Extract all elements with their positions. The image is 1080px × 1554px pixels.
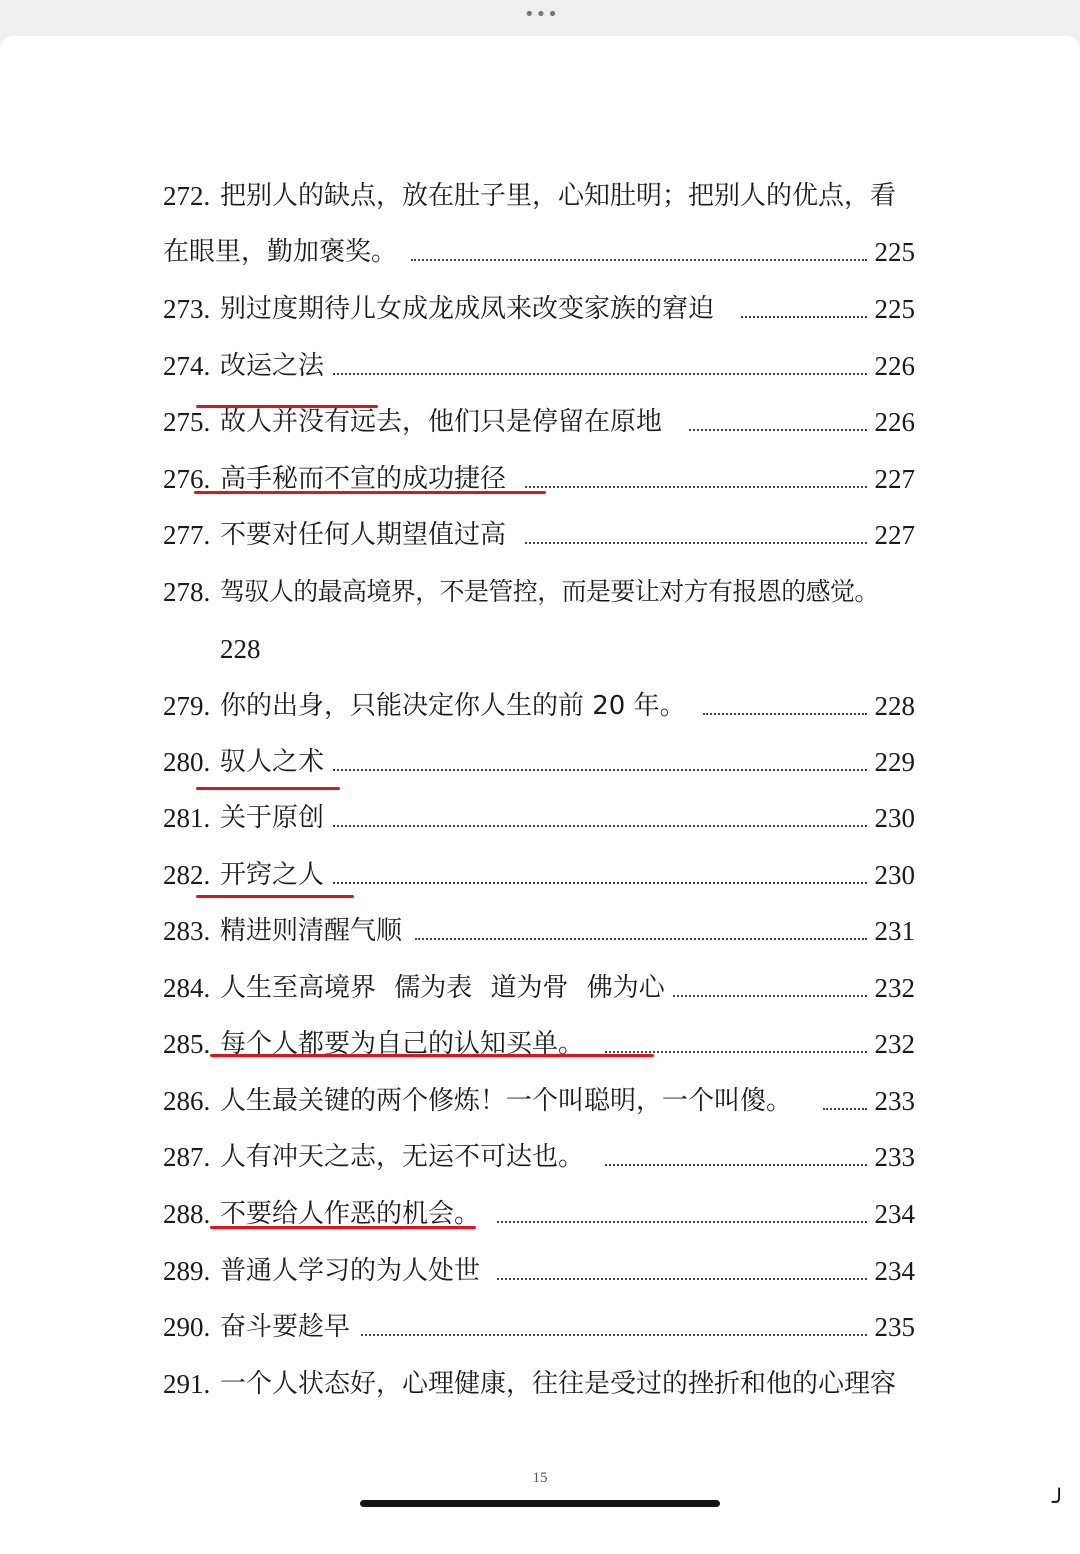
dot-leader [525,486,867,488]
entry-number: 275. [163,407,211,437]
home-indicator[interactable] [360,1500,720,1507]
toc-entry-290[interactable] [163,1307,915,1347]
entry-page: 235 [874,1312,915,1342]
dot-leader [605,1051,867,1053]
entry-number: 283. [163,916,211,946]
toc-entry-287[interactable] [163,1137,915,1177]
dot-leader [673,995,867,997]
entry-title: 普通人学习的为人处世 [220,1256,481,1286]
entry-title: 奋斗要趁早 [220,1312,351,1342]
toc-entry-289[interactable] [163,1251,915,1291]
red-underline-annotation [210,1226,476,1229]
toc-entry-282[interactable] [163,855,915,895]
toc-entry-285[interactable] [163,1024,915,1064]
top-bar [0,0,1080,36]
entry-number: 286. [163,1086,211,1116]
entry-page: 231 [874,916,915,946]
entry-page: 234 [874,1256,915,1286]
entry-page: 227 [874,464,915,494]
dot-leader [333,825,867,827]
entry-title: 改运之法 [220,351,325,381]
toc-entry-272[interactable] [163,176,915,216]
toc-entry-280[interactable] [163,742,915,782]
toc-entry-284[interactable] [163,968,915,1008]
dot-leader [497,1221,867,1223]
entry-title: 人生最关键的两个修炼！一个叫聪明，一个叫傻。 [220,1086,793,1116]
entry-title: 不要对任何人期望值过高 [220,520,507,550]
entry-title: 你的出身，只能决定你人生的前 20 年。 [220,691,686,721]
entry-number: 284. [163,973,211,1003]
entry-page: 225 [874,237,915,267]
dot-leader [497,1278,867,1280]
toc-entry-278[interactable] [163,572,915,612]
entry-title: 别过度期待儿女成龙成凤来改变家族的窘迫 [220,294,715,324]
dot-leader [333,882,867,884]
entry-title: 开窍之人 [220,860,325,890]
entry-title-continuation: 在眼里，勤加褒奖。 [163,237,398,267]
entry-number: 280. [163,747,211,777]
entry-number: 290. [163,1312,211,1342]
entry-number: 273. [163,294,211,324]
entry-number: 285. [163,1029,211,1059]
dot-leader [333,769,867,771]
entry-title: 每个人都要为自己的认知买单。 [220,1029,585,1059]
dot-leader [333,373,867,375]
toc-entry-273[interactable] [163,289,915,329]
entry-page: 228 [220,634,261,664]
entry-page: 228 [874,691,915,721]
more-horizontal-icon[interactable]: ••• [524,4,559,25]
dot-leader [605,1164,867,1166]
entry-number: 291. [163,1369,211,1399]
entry-page: 233 [874,1086,915,1116]
entry-page: 230 [874,803,915,833]
entry-title: 人有冲天之志，无运不可达也。 [220,1142,585,1172]
entry-number: 272. [163,181,211,211]
red-underline-annotation [210,1054,654,1057]
toc-entry-274[interactable] [163,346,915,386]
entry-number: 282. [163,860,211,890]
page-number: 15 [532,1470,548,1486]
entry-title: 高手秘而不宣的成功捷径 [220,464,507,494]
toc-entry-272-continued[interactable] [163,232,915,272]
entry-title: 驭人之术 [220,747,325,777]
entry-number: 289. [163,1256,211,1286]
toc-entry-286[interactable] [163,1081,915,1121]
document-page[interactable] [0,36,1080,1554]
toc-entry-291[interactable] [163,1364,915,1404]
entry-number: 279. [163,691,211,721]
entry-page: 229 [874,747,915,777]
toc-entry-275[interactable] [163,402,915,442]
entry-title: 一个人状态好，心理健康，往往是受过的挫折和他的心理容 [220,1369,897,1399]
entry-number: 287. [163,1142,211,1172]
dot-leader [411,259,867,261]
entry-title: 不要给人作恶的机会。 [220,1199,481,1229]
entry-number: 288. [163,1199,211,1229]
entry-number: 274. [163,351,211,381]
entry-number: 278. [163,577,211,607]
entry-page: 226 [874,351,915,381]
dot-leader [741,316,867,318]
dot-leader [415,938,867,940]
red-underline-annotation [196,787,340,790]
entry-title: 驾驭人的最高境界，不是管控，而是要让对方有报恩的感觉。 [220,577,879,606]
red-underline-annotation [196,405,378,408]
toc-entry-283[interactable] [163,911,915,951]
toc-entry-281[interactable] [163,798,915,838]
dot-leader [689,429,867,431]
red-underline-annotation [194,491,546,494]
dot-leader [703,713,867,715]
entry-page: 227 [874,520,915,550]
entry-page: 232 [874,973,915,1003]
entry-title: 故人并没有远去，他们只是停留在原地 [220,407,663,437]
entry-page: 234 [874,1199,915,1229]
entry-page: 226 [874,407,915,437]
entry-number: 281. [163,803,211,833]
table-of-contents [0,36,1080,1554]
dot-leader [525,542,867,544]
entry-title: 精进则清醒气顺 [220,916,403,946]
pen-stroke-mark: ╯ [1052,1488,1067,1516]
entry-page: 232 [874,1029,915,1059]
entry-page: 233 [874,1142,915,1172]
dot-leader [823,1108,867,1110]
entry-title: 人生至高境界 儒为表 道为骨 佛为心 [220,973,665,1003]
dot-leader [361,1334,867,1336]
entry-page: 230 [874,860,915,890]
toc-entry-277[interactable] [163,515,915,555]
entry-title: 关于原创 [220,803,325,833]
entry-title: 把别人的缺点，放在肚子里，心知肚明；把别人的优点，看 [220,181,897,211]
red-underline-annotation [196,895,354,898]
entry-number: 277. [163,520,211,550]
entry-number: 276. [163,464,211,494]
entry-page: 225 [874,294,915,324]
toc-entry-279[interactable] [163,686,915,726]
